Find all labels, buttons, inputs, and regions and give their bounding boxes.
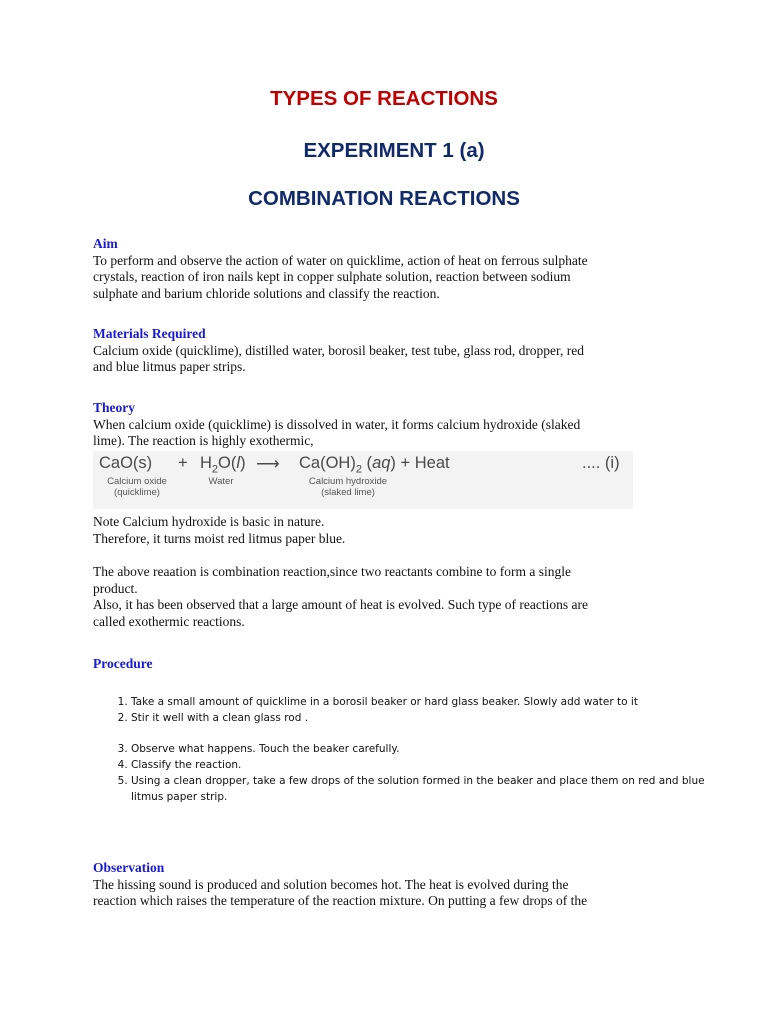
- procedure-list: [93, 694, 731, 805]
- label-calcium-oxide: Calcium oxide (quicklime): [107, 476, 167, 498]
- label-water: Water: [208, 476, 234, 487]
- theory-paragraph: [93, 564, 683, 630]
- paragraph-line: The above reaation is combination reaction,since two reactants combine to form a single: [93, 564, 571, 579]
- aim-heading: Aim: [93, 236, 118, 251]
- experiment-heading: EXPERIMENT 1 (a): [303, 139, 485, 162]
- equation-arrow: ⟶: [256, 455, 280, 473]
- note-line: Therefore, it turns moist red litmus paper blue.: [93, 530, 346, 546]
- aim-line: sulphate and barium chloride solutions and classify the reaction.: [93, 285, 440, 301]
- document-title: TYPES OF REACTIONS: [270, 87, 498, 110]
- procedure-step: 3. Observe what happens. Touch the beaker carefully.: [131, 741, 731, 757]
- procedure-step: 1. Take a small amount of quicklime in a borosil beaker or hard glass beaker. Slowly add water to it: [131, 694, 731, 710]
- equation-number: .... (i): [582, 454, 620, 472]
- equation-plus: +: [178, 454, 188, 472]
- theory-heading: Theory: [93, 400, 135, 415]
- note-line: Note Calcium hydroxide is basic in nature.: [93, 514, 325, 529]
- materials-section: [93, 326, 683, 376]
- materials-heading: Materials Required: [93, 326, 206, 341]
- procedure-step: 5. Using a clean dropper, take a few drops of the solution formed in the beaker and place them on red and blue litmus paper strip.: [131, 773, 731, 805]
- equation-reactant-water: $H_2O(l)$: [200, 454, 246, 476]
- aim-section: [93, 236, 683, 302]
- observation-heading: Observation: [93, 860, 165, 875]
- procedure-step: 4. Classify the reaction.: [131, 757, 731, 773]
- paragraph-line: called exothermic reactions.: [93, 613, 245, 629]
- equation-product: $Ca(OH)_2$ (aq) + Heat: [299, 454, 450, 476]
- aim-line: To perform and observe the action of water on quicklime, action of heat on ferrous sulphate: [93, 252, 588, 268]
- theory-line: lime). The reaction is highly exothermic,: [93, 433, 314, 448]
- theory-section: [93, 400, 683, 450]
- paragraph-line: product.: [93, 580, 138, 596]
- label-calcium-hydroxide: Calcium hydroxide (slaked lime): [308, 476, 388, 498]
- observation-line: The hissing sound is produced and solution becomes hot. The heat is evolved during the: [93, 876, 569, 892]
- reaction-equation: [93, 451, 633, 509]
- observation-section: [93, 860, 683, 910]
- procedure-section: [93, 656, 683, 673]
- procedure-step: 2. Stir it well with a clean glass rod .: [131, 710, 731, 726]
- section-heading: COMBINATION REACTIONS: [248, 187, 520, 210]
- aim-line: crystals, reaction of iron nails kept in copper sulphate solution, reaction between sodium: [93, 269, 571, 284]
- materials-line: Calcium oxide (quicklime), distilled water, borosil beaker, test tube, glass rod, dropper, red: [93, 342, 584, 358]
- paragraph-line: Also, it has been observed that a large amount of heat is evolved. Such type of reactions are: [93, 597, 588, 612]
- procedure-heading: Procedure: [93, 656, 153, 671]
- materials-line: and blue litmus paper strips.: [93, 359, 246, 374]
- observation-line: reaction which raises the temperature of the reaction mixture. On putting a few drops of the: [93, 893, 588, 908]
- theory-line: When calcium oxide (quicklime) is dissolved in water, it forms calcium hydroxide (slaked: [93, 416, 581, 432]
- theory-note: [93, 514, 683, 547]
- equation-reactant-cao: CaO(s): [99, 454, 153, 472]
